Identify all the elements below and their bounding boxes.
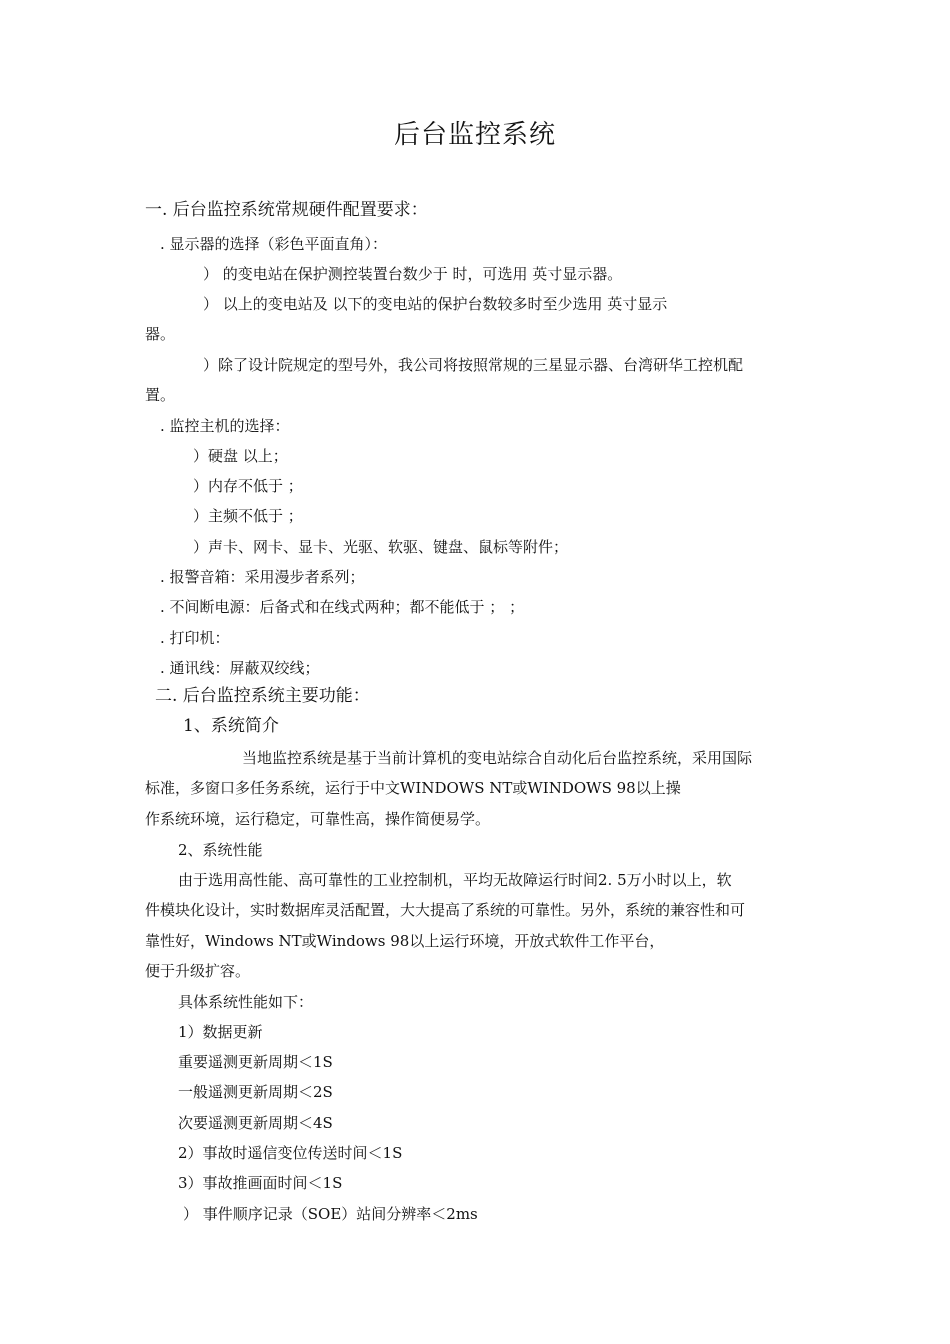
section1-heading: 一. 后台监控系统常规硬件配置要求： [145,200,428,220]
page-title: 后台监控系统 [393,120,556,150]
sub1-paragraph-line1: 当地监控系统是基于当前计算机的变电站综合自动化后台监控系统，采用国际 [242,749,753,767]
performance-intro: 具体系统性能如下： [178,993,314,1011]
item-alarm-speaker: . 报警音箱：采用漫步者系列； [160,568,365,586]
performance-item-1a: 重要遥测更新周期＜1S [178,1053,333,1071]
sub2-paragraph-line4: 便于升级扩容。 [145,962,251,980]
performance-item-3: 3）事故推画面时间＜1S [178,1174,343,1192]
item-display-selection: . 显示器的选择（彩色平面直角）： [160,235,388,253]
display-rule-3-line2: 置。 [145,386,176,404]
item-printer: . 打印机： [160,629,230,647]
sub1-paragraph-line3: 作系统环境，运行稳定，可靠性高，操作简便易学。 [145,810,491,828]
performance-item-4: ） 事件顺序记录（SOE）站间分辨率＜2ms [183,1205,478,1223]
item-host-selection: . 监控主机的选择： [160,417,290,435]
performance-item-2: 2）事故时遥信变位传送时间＜1S [178,1144,403,1162]
sub1-paragraph-line2: 标准，多窗口多任务系统，运行于中文WINDOWS NT或WINDOWS 98以上操 [145,779,681,797]
host-rule-frequency: ）主频不低于 ； [193,507,303,525]
display-rule-2-line2: 器。 [145,325,176,343]
host-rule-accessories: ）声卡、网卡、显卡、光驱、软驱、键盘、鼠标等附件； [193,538,569,556]
sub2-paragraph-line1: 由于选用高性能、高可靠性的工业控制机，平均无故障运行时间2. 5万小时以上，软 [178,871,732,889]
subsection-2-heading: 2、系统性能 [178,841,263,859]
sub2-paragraph-line3: 靠性好，Windows NT或Windows 98以上运行环境，开放式软件工作平台， [145,932,665,950]
display-rule-3-line1: ）除了设计院规定的型号外，我公司将按照常规的三星显示器、台湾研华工控机配 [203,356,744,374]
display-rule-2-line1: ） 以上的变电站及 以下的变电站的保护台数较多时至少选用 英寸显示 [203,295,668,313]
section2-heading: 二. 后台监控系统主要功能： [155,686,370,706]
performance-item-1b: 一般遥测更新周期＜2S [178,1083,333,1101]
display-rule-1: ） 的变电站在保护测控装置台数少于 时，可选用 英寸显示器。 [203,265,623,283]
host-rule-disk: ）硬盘 以上； [193,447,288,465]
item-cable: . 通讯线：屏蔽双绞线； [160,659,320,677]
item-ups: . 不间断电源：后备式和在线式两种；都不能低于 ； ； [160,598,525,616]
performance-item-1c: 次要遥测更新周期＜4S [178,1114,333,1132]
subsection-1-heading: 1、系统简介 [183,716,279,736]
sub2-paragraph-line2: 件模块化设计，实时数据库灵活配置，大大提高了系统的可靠性。另外，系统的兼容性和可 [145,901,746,919]
performance-item-1: 1）数据更新 [178,1023,263,1041]
host-rule-memory: ）内存不低于 ； [193,477,303,495]
